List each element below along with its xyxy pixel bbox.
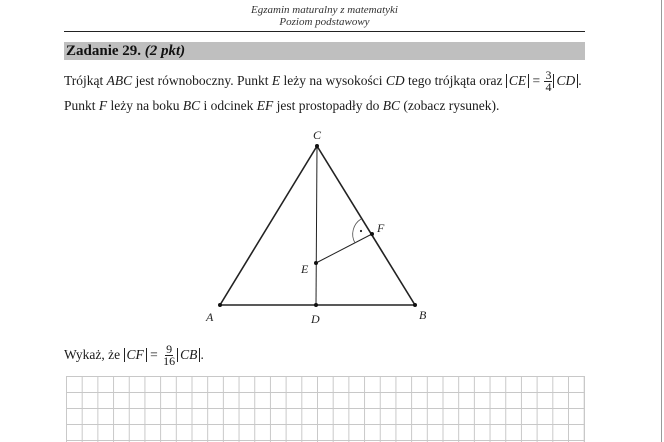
math-ef: EF (256, 98, 274, 113)
label-d: D (311, 312, 320, 326)
fraction-numerator: 9 (166, 342, 173, 357)
answer-grid[interactable] (66, 376, 585, 442)
right-angle-arc (353, 219, 361, 243)
period: . (578, 73, 582, 88)
text: jest równoboczny. Punkt (132, 73, 272, 88)
page-border (661, 0, 662, 442)
point-b (413, 303, 417, 307)
altitude-cd (316, 146, 317, 305)
side-ac (220, 146, 317, 305)
math-bc: BC (382, 98, 401, 113)
math-abc: ABC (106, 73, 133, 88)
math-bc: BC (182, 98, 201, 113)
task-number: Zadanie 29. (66, 43, 142, 59)
right-angle-dot (360, 230, 362, 232)
label-f: F (377, 221, 385, 235)
label-b: B (419, 308, 427, 322)
label-e: E (301, 262, 309, 276)
text: Punkt (64, 98, 99, 113)
text: leży na wysokości (280, 73, 386, 88)
fraction-numerator: 3 (545, 68, 552, 83)
exam-title: Egzamin maturalny z matematyki (251, 4, 398, 16)
segment-ef (316, 234, 372, 263)
fraction-denominator: 4 (545, 80, 552, 95)
equals-sign: = (146, 347, 162, 362)
fraction-3-4 (544, 70, 552, 93)
exam-level: Poziom podstawowy (279, 16, 370, 28)
header-divider (64, 31, 585, 32)
text: Wykaż, że (64, 347, 124, 362)
math-f: F (98, 98, 108, 113)
point-d (314, 303, 318, 307)
text: Trójkąt (64, 73, 107, 88)
point-c (315, 144, 319, 148)
triangle-figure (200, 125, 440, 330)
math-cd: CD (385, 73, 405, 88)
equals-sign: = (529, 73, 544, 88)
problem-statement-line-2 (64, 97, 499, 115)
point-a (218, 303, 222, 307)
task-title (66, 42, 185, 60)
fraction-9-16 (162, 344, 176, 367)
period: . (200, 347, 204, 362)
math-e: E (271, 73, 281, 88)
math-abs-cd: CD (553, 74, 578, 88)
text: jest prostopadły do (273, 98, 383, 113)
text: tego trójkąta oraz (404, 73, 506, 88)
side-bc (317, 146, 415, 305)
math-abs-cb: CB (177, 348, 200, 362)
task-command (64, 344, 204, 367)
text: leży na boku (107, 98, 183, 113)
label-c: C (313, 128, 322, 142)
exam-header (64, 4, 585, 28)
task-heading-bar (64, 42, 585, 60)
math-abs-ce: CE (506, 74, 529, 88)
point-e (314, 261, 318, 265)
problem-statement-line-1 (64, 70, 582, 93)
point-f (370, 232, 374, 236)
math-abs-cf: CF (124, 348, 147, 362)
text: (zobacz rysunek). (400, 98, 500, 113)
fraction-denominator: 16 (163, 354, 176, 369)
label-a: A (206, 310, 214, 324)
task-points: (2 pkt) (144, 43, 186, 59)
text: i odcinek (200, 98, 257, 113)
